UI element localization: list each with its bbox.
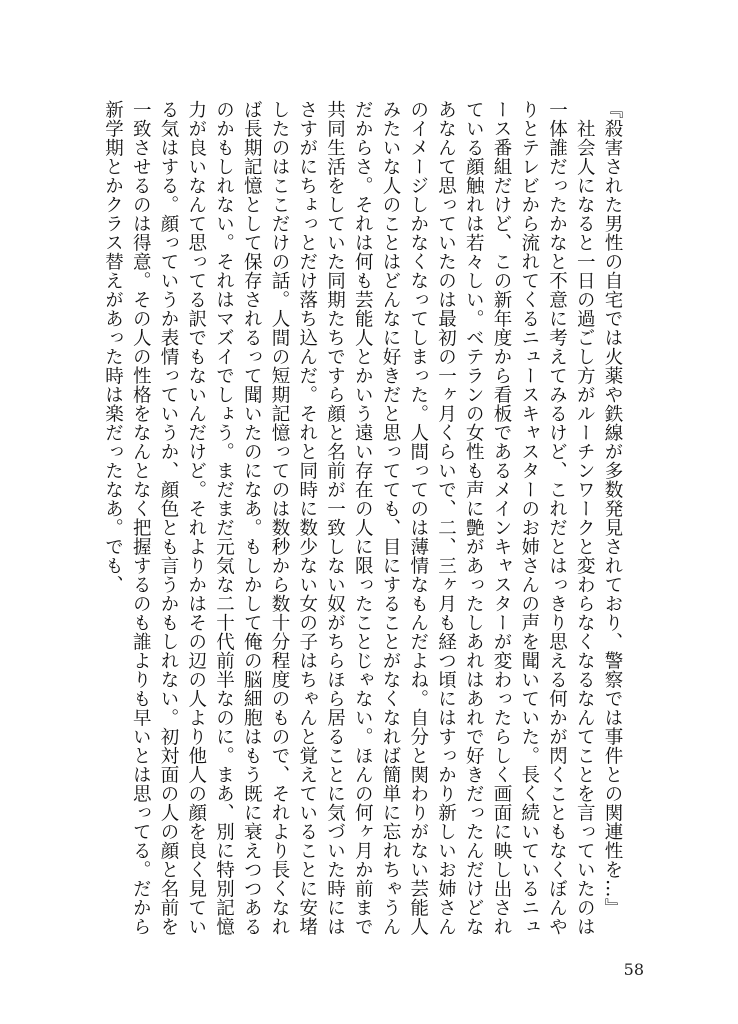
news-quote-line: 『殺害された男性の自宅では火薬や鉄線が多数発見されており、警察では事件との関連性を…』 [602, 100, 623, 917]
body-text [102, 100, 626, 942]
narrative-paragraph: 社会人になると一日の過ごし方がルーチンワークと変わらなくなるなんてことを言っていたのは一体誰だったかなと不意に考えてみるけど、これだとはっきり思える何かが閃くこともなくぼんやりとテレビから流れてくるニュースキャスターのお姉さんの声を聞いていた。長く続いているニュース番組だけど、この新年度から看板であるメインキャスターが変わったらしく画面に映し出されている顔触れは若々しい。ベテランの女性も声に艶があったしあれはあれで好きだったんだけどなあなんて思っていたのは最初の一ヶ月くらいで、二、三ヶ月も経つ頃にはすっかり新しいお姉さんのイメージしかなくなってしまった。人間ってのは薄情なもんだよね。自分と関わりがない芸能人みたいな人のことはどんなに好きだと思ってても、目にすることがなくなれば簡単に忘れちゃうんだからさ。それは何も芸能人とかいう遠い存在の人に限ったことじゃない。ほんの何ヶ月か前まで共同生活をしていた同期たちですら顔と名前が一致しない奴がちらほら居ることに気づいた時にはさすがにちょっとだけ落ち込んだ。それと同時に数少ない女の子はちゃんと覚えていることに安堵したのはここだけの話。人間の短期記憶ってのは数秒から数十分程度のもので、それより長くなれば長期記憶として保存されるって聞いたのになあ。もしかして俺の脳細胞はもう既に衰えつつあるのかもしれない。それはマズイでしょう。まだまだ元気な二十代前半なのに。まあ、別に特別記憶力が良いなんて思ってる訳でもないんだけど。それよりかはその辺の人より他人の顔を良く見ている気はする。顔っていうか表情っていうか、顔色とも言うかもしれない。初対面の人の顔と名前を一致させるのは得意。その人の性格をなんとなく把握するのも誰よりも早いとは思ってる。だから新学期とかクラス替えがあった時は楽だったなあ。でも、 [102, 100, 596, 936]
page-number: 58 [623, 960, 644, 979]
